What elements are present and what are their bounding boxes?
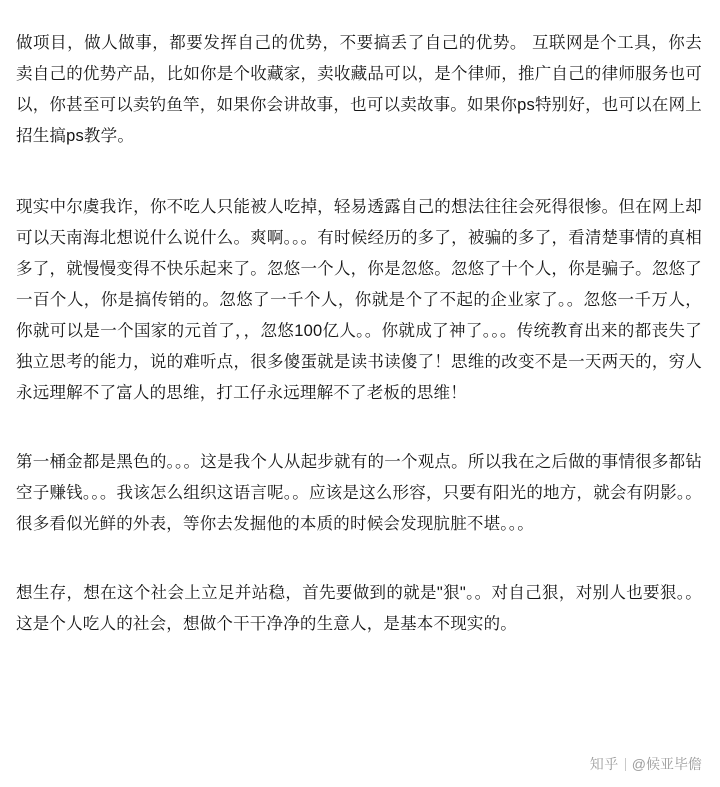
zhihu-logo: 知乎 (589, 756, 619, 772)
paragraph-3: 第一桶金都是黑色的。。。这是我个人从起步就有的一个观点。所以我在之后做的事情很多都钻空子赚钱。。。我该怎么组织这语言呢。。应该是这么形容，只要有阳光的地方，就会有阴影。。很多看似光鲜的外表，等你去发掘他的本质的时候会发现肮脏不堪。。。 (16, 453, 702, 533)
watermark (590, 755, 702, 773)
paragraph-4: 想生存，想在这个社会上立足并站稳，首先要做到的就是"狠"。。对自己狠，对别人也要狠。。这是个人吃人的社会，想做个干干净净的生意人，是基本不现实的。 (16, 584, 702, 633)
watermark-divider (625, 758, 626, 771)
paragraph-1: 做项目，做人做事，都要发挥自己的优势，不要搞丢了自己的优势。 互联网是个工具，你去卖自己的优势产品，比如你是个收藏家，卖收藏品可以，是个律师，推广自己的律师服务也可以，你甚至可以卖钓鱼竿，如果你会讲故事，也可以卖故事。如果你ps特别好，也可以在网上招生搞ps教学。 (16, 34, 702, 145)
watermark-author: @候亚毕儋 (631, 756, 702, 772)
paragraph-2: 现实中尔虞我诈，你不吃人只能被人吃掉，轻易透露自己的想法往往会死得很惨。但在网上却可以天南海北想说什么说什么。爽啊。。。有时候经历的多了，被骗的多了，看清楚事情的真相多了，就慢慢变得不快乐起来了。忽悠一个人，你是忽悠。忽悠了十个人，你是骗子。忽悠了一百个人，你是搞传销的。忽悠了一千个人，你就是个了不起的企业家了。。忽悠一千万人，你就可以是一个国家的元首了，，忽悠100亿人。。你就成了神了。。。传统教育出来的都丧失了独立思考的能力，说的难听点，很多傻蛋就是读书读傻了！思维的改变不是一天两天的，穷人永远理解不了富人的思维，打工仔永远理解不了老板的思维！ (16, 198, 702, 402)
